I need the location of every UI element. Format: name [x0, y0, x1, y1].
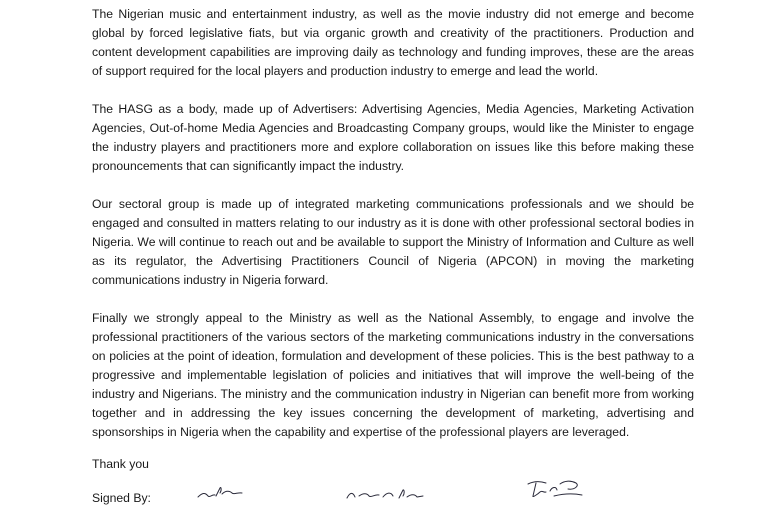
signature-1-icon [196, 484, 246, 500]
paragraph-final-appeal: Finally we strongly appeal to the Ministry as well as the National Assembly, to engage and involve the professional practitioners of the various sectors of the marketing communications industry in the conversations on policies at the point of ideation, formulation and development of these policies. This is the best pathway to a progressive and implementable legislation of policies and initiatives that will improve the well-being of the industry and Nigerians. The ministry and the communication industry in Nigerian can benefit more from working together and in addressing the key issues concerning the development of marketing, advertising and sponsorships in Nigeria when the capability and expertise of the professional players are leveraged. [92, 311, 694, 439]
signed-by-label: Signed By: [92, 491, 151, 505]
closing-thank-you: Thank you [92, 457, 149, 471]
signature-3-icon [524, 478, 584, 500]
paragraph-hasg-body: The HASG as a body, made up of Advertisers: Advertising Agencies, Media Agencies, Marketing Activation Agencies, Out-of-home Media Agencies and Broadcasting Company groups, would like the Minister to engage the industry players and practitioners more and explore collaboration on issues like this before making these pronouncements that can significantly impact the industry. [92, 102, 694, 173]
signature-2-icon [345, 488, 425, 500]
paragraph-industry-growth: The Nigerian music and entertainment industry, as well as the movie industry did not emerge and become global by forced legislative fiats, but via organic growth and creativity of the practitioners. Production and content development capabilities are improving daily as technology and funding improves, these are the areas of support required for the local players and production industry to emerge and lead the world. [92, 7, 694, 78]
paragraph-sectoral-group: Our sectoral group is made up of integrated marketing communications professionals and we should be engaged and consulted in matters relating to our industry as it is done with other professional sectoral bodies in Nigeria. We will continue to reach out and be available to support the Ministry of Information and Culture as well as its regulator, the Advertising Practitioners Council of Nigeria (APCON) in moving the marketing communications industry in Nigeria forward. [92, 197, 694, 287]
